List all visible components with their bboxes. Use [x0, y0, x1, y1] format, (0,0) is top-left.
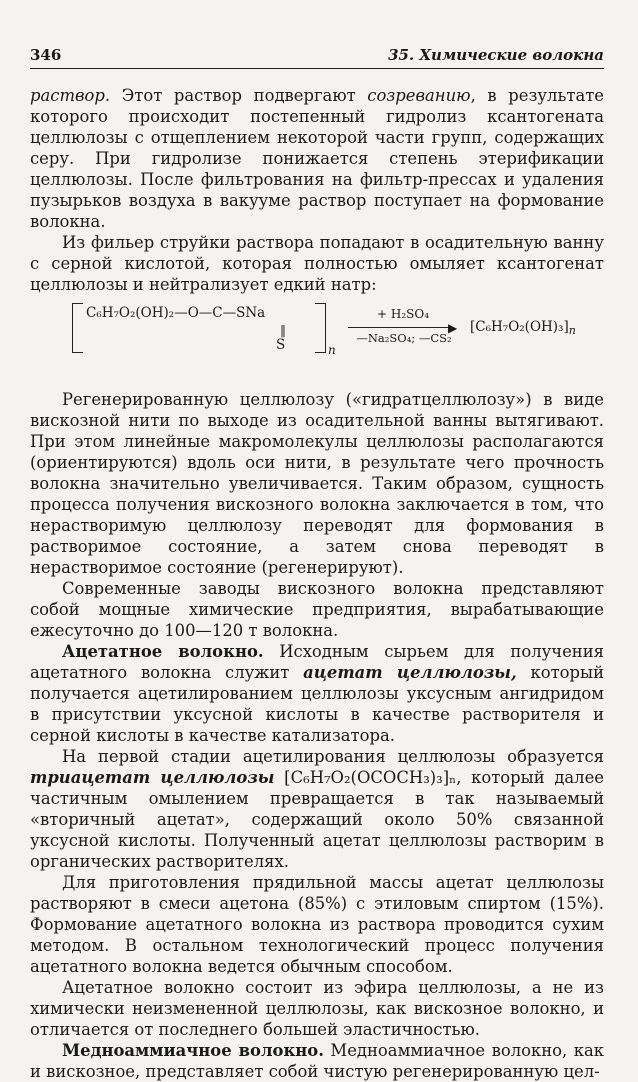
paragraph-6	[30, 746, 604, 872]
paragraph-7: Для приготовления прядильной массы ацетат целлюлозы растворяют в смеси ацетона (85%) с этиловым спиртом (15%). Формование ацетатного волокна из раствора проводится сухим методом. В остальном технологический процесс получения ацетатного волокна ведется обычным способом.	[30, 873, 604, 976]
paragraph-9	[30, 1040, 604, 1082]
paragraph-2: Из фильер струйки раствора попадают в осадительную ванну с серной кислотой, которая полностью омыляет ксантогенат целлюлозы и нейтрализует едкий натр:	[30, 233, 604, 294]
term-acetate: ацетат целлюлозы,	[303, 663, 517, 682]
reagent-top: + H₂SO₄	[376, 307, 429, 321]
reactant-formula: C₆H₇O₂(OH)₂—O—C—SNa	[86, 305, 266, 321]
left-bracket	[72, 303, 83, 353]
reagent-bottom: —Na₂SO₄; —CS₂	[356, 331, 452, 345]
subscript-n: n	[328, 343, 336, 357]
text: На первой стадии ацетилирования целлюлозы образуется	[62, 747, 604, 766]
text: [C₆H₇O₂(OCOCH₃)₃]ₙ, который далее частичным омылением превращается в так называемый «вторичный ацетат», содержащий около 50% связанной уксусной кислоты. Полученный ацетат целлюлозы растворим в органических растворителях.	[30, 768, 604, 871]
reaction-arrow	[348, 327, 452, 328]
term-triacetate: триацетат целлюлозы	[30, 768, 275, 787]
paragraph-1	[30, 85, 604, 232]
heading-copper-ammonia: Медноаммиачное волокно.	[62, 1041, 324, 1060]
term-sozrevanie: созреванию	[367, 86, 471, 105]
text: который получается ацетилированием целлюлозы уксусным ангидридом в присутствии уксусной кислоты в качестве растворителя и серной кислоты в качестве катализатора.	[30, 663, 604, 745]
paragraph-4: Современные заводы вискозного волокна представляют собой мощные химические предприятия, вырабатывающие ежесуточно до 100—120 т волокна.	[30, 579, 604, 640]
header-rule	[30, 68, 604, 69]
section-title: 35. Химические волокна	[388, 46, 604, 64]
double-bond: ‖	[280, 323, 286, 337]
paragraph-3: Регенерированную целлюлозу («гидратцеллюлозу») в виде вискозной нити по выходе из осадительной ванны вытягивают. При этом линейные макромолекулы целлюлозы располагаются (ориентируются) вдоль оси нити, в результате чего прочность волокна значительно увеличивается. Таким образом, сущность процесса получения вискозного волокна заключается в том, что нерастворимую целлюлозу переводят для формования в растворимое состояние, а затем снова переводят в нерастворимое состояние (регенерируют).	[30, 390, 604, 577]
text: Исходным сырьем для получения ацетатного волокна служит	[30, 642, 605, 682]
arrow-head-icon: ▶	[448, 321, 458, 335]
term-rastvor: раствор.	[30, 86, 111, 105]
product-subscript: n	[568, 324, 576, 337]
text: , в результате которого происходит постепенный гидролиз ксантогената целлюлозы с отщеплением некоторой части групп, содержащих серу. При гидролизе понижается степень этерификации целлюлозы. После фильтрования на фильтр-прессах и удаления пузырьков воздуха в вакууме раствор поступает на формование волокна.	[30, 86, 604, 231]
page-header	[30, 36, 604, 64]
page-number: 346	[30, 46, 62, 64]
right-bracket	[315, 303, 326, 353]
text: Медноаммиачное волокно, как и вискозное, представляет собой чистую регенерированную цел-	[30, 1041, 604, 1081]
product-text: [C₆H₇O₂(OH)₃]	[470, 319, 569, 335]
paragraph-5	[30, 641, 604, 746]
chemical-equation	[30, 299, 604, 381]
sulfur-atom: S	[276, 337, 286, 353]
product-formula	[470, 319, 576, 337]
heading-acetate: Ацетатное волокно.	[62, 642, 264, 661]
paragraph-8: Ацетатное волокно состоит из эфира целлюлозы, а не из химически неизмененной целлюлозы, как вискозное волокно, и отличается от последнего большей эластичностью.	[30, 978, 604, 1039]
text: Этот раствор подвергают	[110, 86, 368, 105]
